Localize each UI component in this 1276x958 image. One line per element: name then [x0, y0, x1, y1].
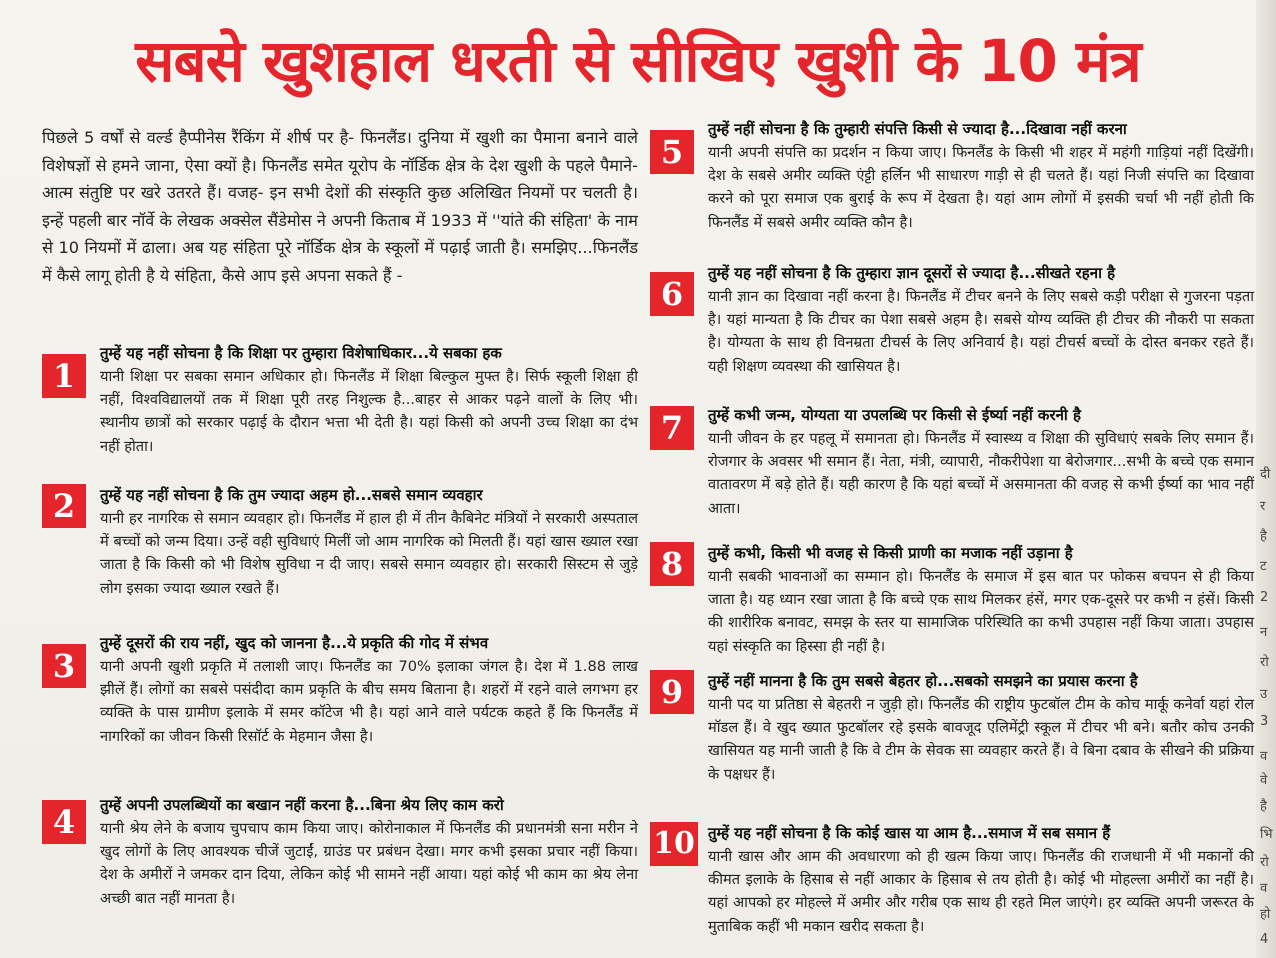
- rule-body: यानी अपनी संपत्ति का प्रदर्शन न किया जाए। फिनलैंड के किसी भी शहर में महंगी गाड़ियां नहीं दिखेंगी। देश के सबसे अमीर व्यक्ति एंट्टी हर्लिन भी साधारण गाड़ी से ही चलते हैं। यहां निजी संपत्ति का दिखावा करने को पूरा समाज एक बुराई के रूप में देखता है। यहां आम लोगों में इसकी चर्चा भी नहीं होती कि फिनलैंड में सबसे अमीर व्यक्ति कौन है।: [708, 144, 1254, 231]
- edge-glyph: न: [1260, 625, 1268, 640]
- rule-number-badge: 6: [650, 272, 694, 316]
- rule-heading: तुम्हें यह नहीं सोचना है कि तुम्हारा ज्ञान दूसरों से ज्यादा है...सीखते रहना है: [708, 264, 1116, 282]
- rule-heading: तुम्हें नहीं मानना है कि तुम सबसे बेहतर हो...सबको समझने का प्रयास करना है: [708, 672, 1138, 690]
- rule-item-4: [42, 794, 638, 910]
- rule-item-9: [650, 670, 1254, 786]
- rule-number-badge: 3: [42, 644, 86, 688]
- edge-glyph: उ: [1260, 687, 1268, 702]
- rule-item-2: [42, 484, 638, 600]
- rule-heading: तुम्हें दूसरों की राय नहीं, खुद को जानना है...ये प्रकृति की गोद में संभव: [100, 634, 489, 652]
- rule-number-badge: 10: [650, 822, 698, 866]
- rule-number-badge: 2: [42, 484, 86, 528]
- rule-body: यानी पद या प्रतिष्ठा से बेहतरी न जुड़ी हो। फिनलैंड की राष्ट्रीय फुटबॉल टीम के कोच मार्कू कनेर्वा यहां रोल मॉडल हैं। वे खुद ख्यात फुटबॉलर रहे इसके बावजूद एलिमेंट्री स्कूल में टीचर भी बने। बतौर कोच उनकी खासियत यह मानी जाती है कि वे टीम के सेवक सा व्यवहार करते हैं। वे बिना दबाव के सीखने की प्रक्रिया के पक्षधर हैं।: [708, 696, 1254, 783]
- edge-glyph: ट: [1260, 559, 1267, 574]
- rule-item-7: [650, 404, 1254, 520]
- rule-item-10: [650, 822, 1254, 938]
- rule-number-badge: 8: [650, 542, 694, 586]
- rule-heading: तुम्हें नहीं सोचना है कि तुम्हारी संपत्ति किसी से ज्यादा है...दिखावा नहीं करना: [708, 120, 1127, 138]
- edge-glyph: 4: [1260, 932, 1269, 947]
- rule-body: यानी शिक्षा पर सबका समान अधिकार हो। फिनलैंड में शिक्षा बिल्कुल मुफ्त है। सिर्फ स्कूली शिक्षा ही नहीं, विश्वविद्यालयों तक में शिक्षा पूरी तरह निशुल्क है...बाहर से आकर पढ़ने वालों के लिए भी। स्थानीय छात्रों को सरकार पढ़ाई के दौरान भत्ता भी देती है। यहां किसी को अपनी उच्च शिक्षा का दंभ नहीं होता।: [100, 368, 638, 455]
- rule-item-1: [42, 342, 638, 458]
- rule-item-3: [42, 632, 638, 748]
- edge-glyph: 3: [1260, 714, 1269, 729]
- rule-body: यानी जीवन के हर पहलू में समानता हो। फिनलैंड में स्वास्थ्य व शिक्षा की सुविधाएं सबके लिए समान हैं। रोजगार के अवसर भी समान हैं। नेता, मंत्री, व्यापारी, नौकरीपेशा या बेरोजगार...सभी के बच्चे एक समान वातावरण में बड़े होते हैं। यही कारण है कि यहां बच्चों में असमानता की वजह से कभी ईर्ष्या का भाव नहीं आता।: [708, 430, 1254, 517]
- rule-body: यानी हर नागरिक से समान व्यवहार हो। फिनलैंड में हाल ही में तीन कैबिनेट मंत्रियों ने सरकारी अस्पताल में बच्चों को जन्म दिया। उन्हें वही सुविधाएं मिलीं जो आम नागरिक को मिलती हैं। यहां खास ख्याल रखा जाता है कि किसी को भी विशेष सुविधा न दी जाए। सबसे समान व्यवहार हो। सरकारी सिस्टम से जुड़े लोग इसका ज्यादा ख्याल रखते हैं।: [100, 510, 638, 597]
- rule-heading: तुम्हें कभी, किसी भी वजह से किसी प्राणी का मजाक नहीं उड़ाना है: [708, 544, 1073, 562]
- edge-glyph: भि: [1260, 827, 1273, 842]
- rule-heading: तुम्हें यह नहीं सोचना है कि कोई खास या आम है...समाज में सब समान हैं: [708, 824, 1111, 842]
- rule-number-badge: 9: [650, 670, 694, 714]
- rule-body: यानी ज्ञान का दिखावा नहीं करना है। फिनलैंड में टीचर बनने के लिए सबसे कड़ी परीक्षा से गुजरना पड़ता है। यहां मान्यता है कि टीचर का पेशा सबसे अहम है। सबसे योग्य व्यक्ति ही टीचर की नौकरी पा सकता है। योग्यता के साथ ही विनम्रता टीचर्स के लिए अनिवार्य है। यहां टीचर्स बच्चों के दोस्त बनकर रहते हैं। यही शिक्षण व्यवस्था की खासियत है।: [708, 288, 1254, 375]
- edge-glyph: है: [1260, 529, 1267, 544]
- rule-item-5: [650, 118, 1254, 234]
- rule-number-badge: 5: [650, 130, 694, 174]
- intro-paragraph: पिछले 5 वर्षों से वर्ल्ड हैप्पीनेस रैंकिंग में शीर्ष पर है- फिनलैंड। दुनिया में खुशी का पैमाना बनाने वाले विशेषज्ञों से हमने जाना, ऐसा क्यों है। फिनलैंड समेत यूरोप के नॉर्डिक क्षेत्र के देश खुशी के पहले पैमाने-आत्म संतुष्टि पर खरे उतरते हैं। वजह- इन सभी देशों की संस्कृति कुछ अलिखित नियमों पर चलती है। इन्हें पहली बार नॉर्वे के लेखक अक्सेल सैंडेमोस ने अपनी किताब में 1933 में ''यांते की संहिता' के नाम से 10 नियमों में ढाला। अब यह संहिता पूरे नॉर्डिक क्षेत्र के स्कूलों में पढ़ाई जाती है। समझिए...फिनलैंड में कैसे लागू होती है ये संहिता, कैसे आप इसे अपना सकते हैं -: [42, 128, 638, 285]
- rule-number-badge: 1: [42, 354, 86, 398]
- rule-body: यानी खास और आम की अवधारणा को ही खत्म किया जाए। फिनलैंड की राजधानी में भी मकानों की कीमत इलाके के हिसाब से नहीं आकार के हिसाब से तय होती है। कोई भी मोहल्ला अमीरों का नहीं है। यहां आपको हर मोहल्ले में अमीर और गरीब एक साथ ही रहते मिल जाएंगे। हर व्यक्ति अपनी जरूरत के मुताबिक कहीं भी मकान खरीद सकता है।: [708, 848, 1254, 935]
- rule-heading: तुम्हें यह नहीं सोचना है कि शिक्षा पर तुम्हारा विशेषाधिकार...ये सबका हक: [100, 344, 502, 362]
- rule-body: यानी अपनी खुशी प्रकृति में तलाशी जाए। फिनलैंड का 70% इलाका जंगल है। देश में 1.88 लाख झीलें हैं। लोगों का सबसे पसंदीदा काम प्रकृति के बीच समय बिताना है। शहरों में रहने वाले लगभग हर व्यक्ति के पास ग्रामीण इलाके में समर कॉटेज भी है। यहां आने वाले पर्यटक कहते हैं कि फिनलैंड में नागरिकों का जीवन किसी रिसॉर्ट के मेहमान जैसा है।: [100, 658, 638, 745]
- rule-body: यानी श्रेय लेने के बजाय चुपचाप काम किया जाए। कोरोनाकाल में फिनलैंड की प्रधानमंत्री सना मरीन ने खुद लोगों के लिए आवश्यक चीजें जुटाईं, ग्राउंड पर प्रबंधन देखा। मगर कभी इसका प्रचार नहीं किया। देश के अमीरों ने जमकर दान दिया, लेकिन कोई भी सामने नहीं आया। यहां कोई भी काम का श्रेय लेना अच्छी बात नहीं मानता है।: [100, 820, 638, 907]
- rule-heading: तुम्हें अपनी उपलब्धियों का बखान नहीं करना है...बिना श्रेय लिए काम करो: [100, 796, 504, 814]
- edge-glyph: हो: [1260, 907, 1271, 922]
- rule-body: यानी सबकी भावनाओं का सम्मान हो। फिनलैंड के समाज में इस बात पर फोकस बचपन से ही किया जाता है। यह ध्यान रखा जाता है कि बच्चे एक साथ मिलकर हंसें, मगर एक-दूसरे पर कभी न हंसें। किसी की शारीरिक बनावट, समझ के स्तर या सामाजिक परिस्थिति का कभी उपहास नहीं किया जाता। उपहास यहां संस्कृति का हिस्सा ही नहीं है।: [708, 568, 1254, 655]
- rule-number-badge: 4: [42, 800, 86, 844]
- edge-glyph: व: [1260, 749, 1268, 764]
- edge-glyph: र: [1260, 499, 1266, 514]
- edge-glyph: रो: [1260, 655, 1269, 670]
- rule-item-6: [650, 262, 1254, 378]
- rule-number-badge: 7: [650, 406, 694, 450]
- edge-glyph: रो: [1260, 855, 1269, 870]
- rule-heading: तुम्हें कभी जन्म, योग्यता या उपलब्धि पर किसी से ईर्ष्या नहीं करनी है: [708, 406, 1081, 424]
- adjacent-column-edge: [1256, 0, 1276, 958]
- rule-heading: तुम्हें यह नहीं सोचना है कि तुम ज्यादा अहम हो...सबसे समान व्यवहार: [100, 486, 483, 504]
- headline: सबसे खुशहाल धरती से सीखिए खुशी के 10 मंत्र: [135, 27, 1141, 95]
- edge-glyph: दी: [1260, 467, 1271, 482]
- edge-glyph: व: [1260, 881, 1268, 896]
- edge-glyph: 2: [1260, 590, 1269, 605]
- rule-item-8: [650, 542, 1254, 658]
- edge-glyph: वे: [1260, 773, 1268, 788]
- edge-glyph: है: [1260, 799, 1267, 814]
